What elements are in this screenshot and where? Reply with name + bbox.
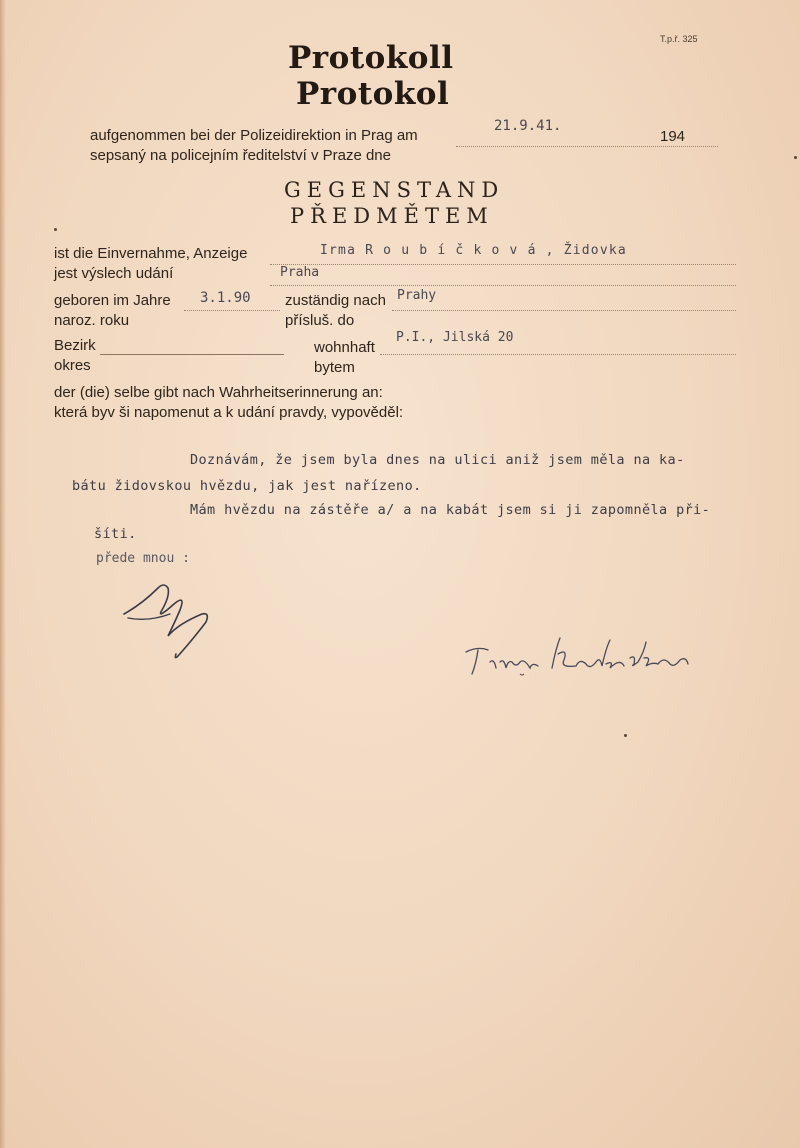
year-prefix: 194 [660, 128, 686, 145]
einvernahme-label-german: ist die Einvernahme, Anzeige [54, 245, 248, 262]
before-me-label: přede mnou : [96, 551, 190, 566]
bezirk-label-german: Bezirk [54, 337, 96, 354]
testimony-line-3: Mám hvězdu na zástěře a/ a na kabát jsem si ji zapomněla při- [190, 502, 711, 518]
intro-line-czech: sepsaný na policejním ředitelství v Praze dne [90, 147, 391, 164]
form-number: T.p.ř. 325 [660, 34, 698, 44]
einvernahme-line-1 [270, 264, 736, 265]
date-line [456, 146, 718, 147]
paper-speck [624, 734, 627, 737]
testimony-line-4: šíti. [94, 526, 137, 542]
wohnhaft-label-czech: bytem [314, 359, 355, 376]
address-value: P.I., Jilská 20 [396, 330, 514, 345]
geboren-label-german: geboren im Jahre [54, 292, 171, 309]
einvernahme-label-czech: jest výslech udání [54, 265, 174, 282]
paper-speck [54, 228, 57, 231]
subject-place-value: Praha [280, 265, 320, 280]
zustaendig-label-german: zuständig nach [285, 292, 386, 309]
domicile-value: Prahy [397, 288, 437, 303]
page-edge [0, 0, 6, 1148]
paper-speck [794, 156, 797, 159]
witness-signature [460, 628, 720, 688]
geboren-label-czech: naroz. roku [54, 312, 130, 329]
bezirk-label-czech: okres [54, 357, 91, 374]
title-german: Protokoll [288, 40, 454, 76]
officer-signature [118, 574, 228, 664]
subject-german: GEGENSTAND [284, 178, 505, 202]
title-czech: Protokol [296, 76, 450, 112]
statement-intro-czech: která byv ši napomenut a k udání pravdy, vypověděl: [54, 404, 404, 421]
subject-name-value: Irma R o u b í č k o v á , Židovka [320, 243, 627, 258]
bezirk-line [100, 354, 284, 355]
statement-intro-german: der (die) selbe gibt nach Wahrheitserinnerung an: [54, 384, 383, 401]
intro-line-german: aufgenommen bei der Polizeidirektion in Prag am [90, 127, 418, 144]
birth-year-value: 3.1.90 [200, 290, 251, 306]
protocol-date: 21.9.41. [494, 118, 562, 134]
domicile-line [392, 310, 736, 311]
testimony-line-1: Doznávám, že jsem byla dnes na ulici aniž jsem měla na ka- [190, 452, 685, 468]
wohnhaft-label-german: wohnhaft [314, 339, 375, 356]
birth-line [184, 310, 280, 311]
einvernahme-line-2 [270, 285, 736, 286]
zustaendig-label-czech: přísluš. do [285, 312, 355, 329]
subject-czech: PŘEDMĚTEM [290, 204, 494, 228]
testimony-line-2: bátu židovskou hvězdu, jak jest nařízeno. [72, 478, 422, 494]
address-line [380, 354, 736, 355]
